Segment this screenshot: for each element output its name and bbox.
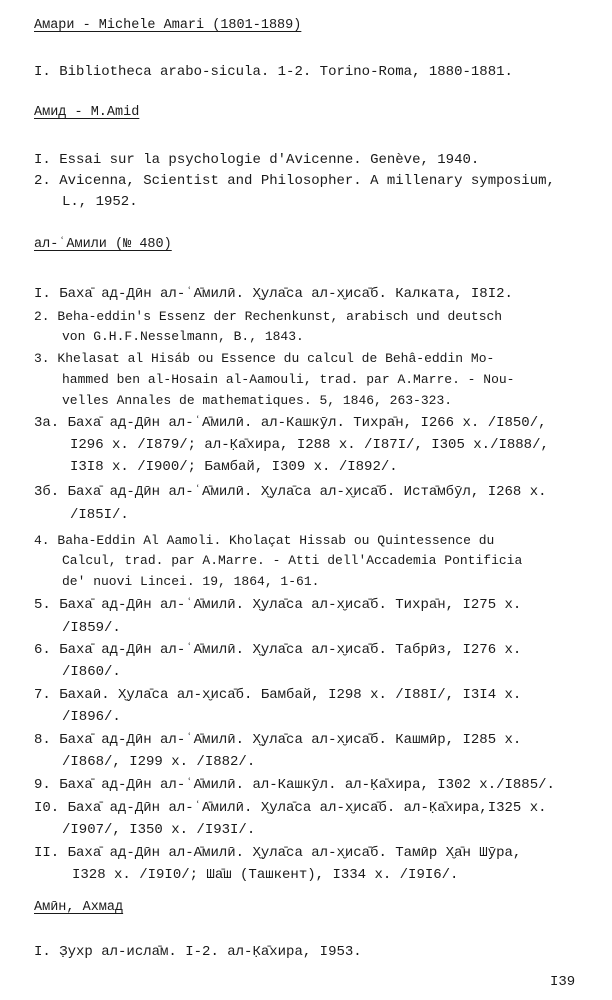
entry-text-line: Баха̄ ад-Дӣн ал-ʿА̄милӣ. Х̮ула̄са ал-х̮иса̄б. ал-К̣а̄хира,I325 х.	[67, 800, 547, 816]
entry-text-line: З̣ухр ал-исла̄м. I-2. ал-К̣а̄хира, I953.	[59, 944, 362, 960]
entry-amili-3a	[34, 413, 547, 434]
entry-text-line: Beha-eddin's Essenz der Rechenkunst, arabisch und deutsch	[57, 309, 503, 324]
entry-text-line: Баха̄ ад-Дӣн ал-ʿА̄милӣ. Х̮ула̄са ал-х̮иса̄б. Калката, I8I2.	[59, 286, 513, 302]
entry-text-line: Бахаӣ. Х̮ула̄са ал-х̮иса̄б. Бамбай, I298 х. /I88I/, I3I4 х.	[59, 687, 522, 703]
entry-number: 2.	[34, 309, 50, 324]
entry-number: 2.	[34, 173, 51, 189]
entry-amili-6	[34, 640, 521, 661]
entry-amili-4-cont: de' nuovi Lincei. 19, 1864, 1-61.	[62, 574, 320, 589]
entry-number: I.	[34, 944, 51, 960]
entry-text-line: Баха̄ ад-Дӣн ал-ʿА̄милӣ. Х̮ула̄са ал-х̮иса̄б. Табрӣз, I276 х.	[59, 642, 522, 658]
entry-number: 7.	[34, 687, 51, 703]
entry-number: 8.	[34, 732, 51, 748]
entry-number: 3a.	[34, 415, 60, 431]
entry-amili-9	[34, 775, 555, 796]
section-heading-amin: Амӣн, Ахмад	[34, 900, 124, 915]
entry-text-line: Баха̄ ад-Дӣн ал-ʿА̄милӣ. ал-Кашкӯл. ал-К̣а̄хира, I302 х./I885/.	[59, 777, 555, 793]
entry-number: 6.	[34, 642, 51, 658]
entry-text-line: Baha-Eddin Al Aamoli. Kholaçat Hissab ou Quintessence du	[57, 533, 495, 548]
entry-amili-3b-cont: /I85I/.	[70, 507, 129, 523]
entry-amili-3-cont: hammed ben al-Hosain al-Aamouli, trad. par A.Marre. - Nou-	[62, 372, 515, 387]
entry-number: 5.	[34, 597, 51, 613]
entry-amili-3-cont: velles Annales de mathematiques. 5, 1846, 263-323.	[62, 393, 453, 408]
entry-number: I0.	[34, 800, 60, 816]
entry-amili-4-cont: Calcul, trad. par A.Marre. - Atti dell'Accademia Pontificia	[62, 553, 523, 568]
entry-amid-2	[34, 171, 555, 192]
entry-number: 9.	[34, 777, 51, 793]
entry-text-line: Баха̄ ад-Дӣн ал-ʿА̄милӣ. Х̮ула̄са ал-х̮иса̄б. Тихра̄н, I275 х.	[59, 597, 522, 613]
entry-amili-6-cont: /I860/.	[62, 664, 121, 680]
entry-amili-11-cont: I328 х. /I9I0/; Ша̄ш (Ташкент), I334 х. /I9I6/.	[72, 867, 459, 883]
entry-text-line: Essai sur la psychologie d'Avicenne. Genève, 1940.	[59, 152, 480, 168]
entry-amili-3a-cont: I296 х. /I879/; ал-К̣а̄хира, I288 х. /I87I/, I305 х./I888/,	[70, 437, 549, 453]
entry-amili-2	[34, 306, 502, 327]
entry-amili-3b	[34, 482, 547, 503]
entry-amari-1	[34, 62, 513, 83]
entry-number: I.	[34, 152, 51, 168]
entry-amili-8	[34, 730, 521, 751]
entry-amili-5-cont: /I859/.	[62, 620, 121, 636]
entry-amili-3a-cont: I3I8 х. /I900/; Бамбай, I309 х. /I892/.	[70, 459, 398, 475]
entry-number: 3б.	[34, 484, 60, 500]
page-number: I39	[550, 974, 576, 990]
entry-text-line: Khelasat al Hisáb ou Essence du calcul de Behâ-eddin Mo-	[57, 351, 495, 366]
entry-number: I.	[34, 64, 51, 80]
entry-amili-8-cont: /I868/, I299 х. /I882/.	[62, 754, 256, 770]
entry-text-line: Баха̄ ад-Дӣн ал-ʿА̄милӣ. Х̮ула̄са ал-х̮иса̄б. Иста̄мбӯл, I268 х.	[67, 484, 547, 500]
entry-number: 4.	[34, 533, 50, 548]
entry-amili-4	[34, 530, 494, 551]
entry-number: 3.	[34, 351, 50, 366]
entry-text-line: Баха̄ ад-Дӣн ал-ʿА̄милӣ. Х̮ула̄са ал-х̮иса̄б. Кашмӣр, I285 х.	[59, 732, 522, 748]
entry-text-line: Avicenna, Scientist and Philosopher. A millenary symposium,	[59, 173, 555, 189]
entry-number: II.	[34, 845, 60, 861]
entry-text-line: Bibliotheca arabo-sicula. 1-2. Torino-Roma, 1880-1881.	[59, 64, 513, 80]
entry-amili-11	[34, 843, 521, 864]
entry-amili-2-cont: von G.H.F.Nesselmann, B., 1843.	[62, 329, 304, 344]
entry-text-line: Баха̄ ад-Дӣн ал-А̄милӣ. Х̮ула̄са ал-х̮иса̄б. Тамӣр Х̮а̄н Шӯра,	[67, 845, 522, 861]
entry-amid-1	[34, 150, 479, 171]
entry-amili-7-cont: /I896/.	[62, 709, 121, 725]
entry-text-line: Баха̄ ад-Дӣн ал-ʿА̄милӣ. ал-Кашкӯл. Тихра̄н, I266 х. /I850/,	[67, 415, 547, 431]
entry-amili-10-cont: /I907/, I350 х. /I93I/.	[62, 822, 256, 838]
section-heading-amari: Амари - Michele Amari (1801-1889)	[34, 18, 302, 33]
section-heading-amili: ал-ʿАмили (№ 480)	[34, 237, 172, 252]
section-heading-amid: Амид - M.Amid	[34, 105, 140, 120]
entry-amid-2-cont: L., 1952.	[62, 194, 138, 210]
entry-amili-7	[34, 685, 521, 706]
entry-amili-1	[34, 284, 513, 305]
entry-amili-5	[34, 595, 521, 616]
entry-number: I.	[34, 286, 51, 302]
entry-amili-3	[34, 348, 494, 369]
entry-amin-1	[34, 942, 362, 963]
entry-amili-10	[34, 798, 547, 819]
